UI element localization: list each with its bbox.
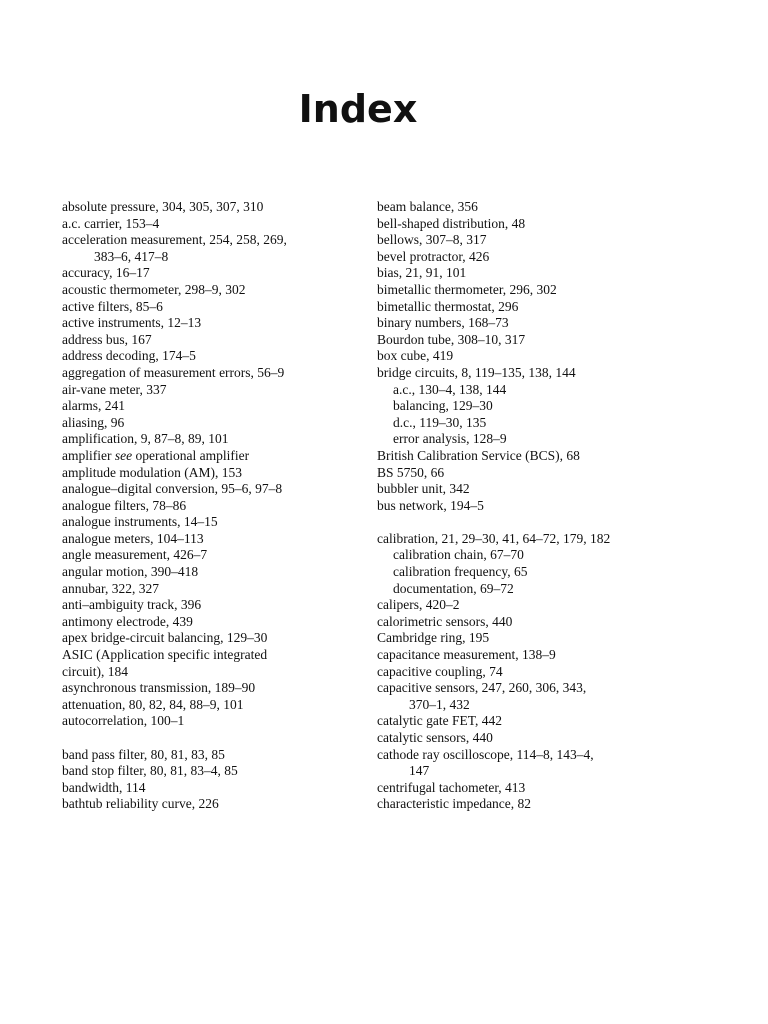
index-entry: anti–ambiguity track, 396	[62, 597, 202, 613]
index-entry: bevel protractor, 426	[377, 248, 490, 264]
index-entry: active filters, 85–6	[62, 298, 163, 314]
index-entry: capacitive coupling, 74	[377, 663, 503, 679]
index-entry: angle measurement, 426–7	[62, 547, 208, 563]
index-entry: bathtub reliability curve, 226	[62, 796, 219, 812]
index-entry: calibration, 21, 29–30, 41, 64–72, 179, 182	[377, 530, 611, 546]
index-entry: bimetallic thermometer, 296, 302	[377, 281, 557, 297]
index-entry: capacitance measurement, 138–9	[377, 647, 556, 663]
index-entry: documentation, 69–72	[393, 580, 514, 596]
index-entry: calibration frequency, 65	[393, 564, 528, 580]
index-entry: cathode ray oscilloscope, 114–8, 143–4,	[377, 746, 594, 762]
index-entry: calipers, 420–2	[377, 597, 460, 613]
index-column-left	[62, 199, 362, 813]
index-entry: characteristic impedance, 82	[377, 796, 532, 812]
index-entry: beam balance, 356	[377, 199, 478, 214]
index-column-right	[377, 199, 707, 813]
index-entry: acoustic thermometer, 298–9, 302	[62, 281, 246, 297]
index-entry: autocorrelation, 100–1	[62, 713, 185, 729]
index-entry: aggregation of measurement errors, 56–9	[62, 364, 285, 380]
index-entry: attenuation, 80, 82, 84, 88–9, 101	[62, 696, 244, 712]
index-entry: bellows, 307–8, 317	[377, 232, 487, 248]
index-entry: ASIC (Application specific integrated	[62, 647, 268, 663]
index-entry: bimetallic thermostat, 296	[377, 298, 519, 314]
index-entry: alarms, 241	[62, 398, 125, 414]
page-title: Index	[298, 87, 418, 132]
index-entry: circuit), 184	[62, 663, 128, 679]
index-entry: absolute pressure, 304, 305, 307, 310	[62, 199, 264, 214]
index-entry: antimony electrode, 439	[62, 613, 193, 629]
index-entry: acceleration measurement, 254, 258, 269,	[62, 232, 287, 248]
index-entry: calibration chain, 67–70	[393, 547, 524, 563]
index-entry: catalytic sensors, 440	[377, 730, 493, 745]
index-entry: asynchronous transmission, 189–90	[62, 680, 256, 696]
index-entry: address bus, 167	[62, 331, 152, 347]
index-entry: calorimetric sensors, 440	[377, 613, 513, 629]
index-entry: amplitude modulation (AM), 153	[62, 464, 242, 480]
index-entry: apex bridge-circuit balancing, 129–30	[62, 630, 268, 646]
index-entry: analogue instruments, 14–15	[62, 514, 218, 530]
index-entry: d.c., 119–30, 135	[393, 414, 487, 430]
index-entry: bandwidth, 114	[62, 779, 146, 795]
index-entry: amplification, 9, 87–8, 89, 101	[62, 431, 229, 447]
index-entry: Cambridge ring, 195	[377, 630, 490, 646]
index-entry: Bourdon tube, 308–10, 317	[377, 331, 526, 347]
index-entry: binary numbers, 168–73	[377, 315, 509, 331]
index-entry: box cube, 419	[377, 348, 454, 364]
index-entry: band pass filter, 80, 81, 83, 85	[62, 746, 225, 762]
index-entry: address decoding, 174–5	[62, 348, 196, 364]
index-entry: bubbler unit, 342	[377, 481, 470, 497]
index-entry: analogue meters, 104–113	[62, 530, 204, 546]
index-entry: active instruments, 12–13	[62, 315, 202, 331]
index-entry: accuracy, 16–17	[62, 265, 150, 281]
index-entry: 147	[409, 763, 430, 779]
index-entry: British Calibration Service (BCS), 68	[377, 447, 580, 463]
index-entry: a.c., 130–4, 138, 144	[393, 381, 507, 397]
index-entry: centrifugal tachometer, 413	[377, 779, 526, 795]
index-entry: error analysis, 128–9	[393, 431, 507, 447]
index-entry: balancing, 129–30	[393, 398, 493, 414]
index-entry: BS 5750, 66	[377, 464, 445, 480]
index-entry: bias, 21, 91, 101	[377, 265, 467, 281]
index-entry: 370–1, 432	[409, 696, 470, 712]
index-entry: analogue filters, 78–86	[62, 497, 187, 513]
index-entry: catalytic gate FET, 442	[377, 713, 502, 729]
index-entry: air-vane meter, 337	[62, 381, 167, 397]
index-entry: amplifier see operational amplifier	[62, 447, 250, 463]
index-entry: bridge circuits, 8, 119–135, 138, 144	[377, 364, 576, 380]
index-entry: capacitive sensors, 247, 260, 306, 343,	[377, 680, 587, 696]
index-entry: band stop filter, 80, 81, 83–4, 85	[62, 763, 238, 779]
index-entry: 383–6, 417–8	[94, 248, 169, 264]
index-entry: aliasing, 96	[62, 414, 125, 430]
index-entry: angular motion, 390–418	[62, 564, 199, 580]
index-entry: a.c. carrier, 153–4	[62, 215, 160, 231]
index-entry: analogue–digital conversion, 95–6, 97–8	[62, 481, 283, 497]
index-entry: annubar, 322, 327	[62, 580, 159, 596]
index-entry: bell-shaped distribution, 48	[377, 215, 526, 231]
index-entry: bus network, 194–5	[377, 497, 484, 513]
